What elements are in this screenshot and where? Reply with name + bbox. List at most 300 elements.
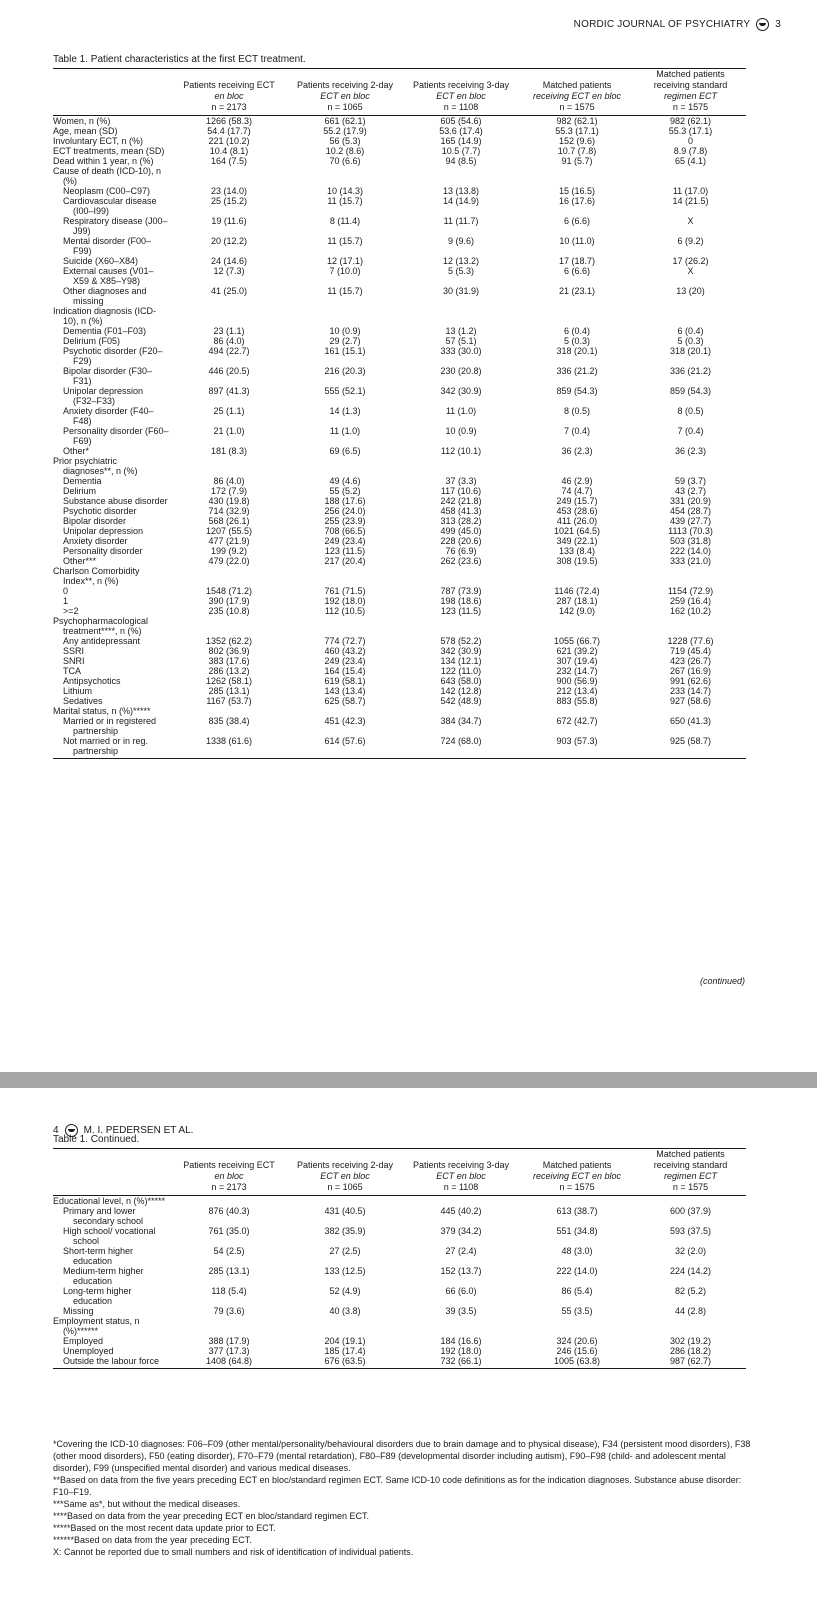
table-cell: 6 (0.4) [563,326,590,336]
column-header [519,1149,635,1196]
table-cell: 86 (4.0) [213,336,245,346]
row-label: Involuntary ECT, n (%) [53,136,144,146]
row-label: Neoplasm (C00–C97) [63,186,151,196]
table-cell: 1207 (55.5) [205,526,253,536]
table-cell [403,706,519,716]
column-header [171,1149,287,1196]
row-label: Dementia (F01–F03) [63,326,147,336]
table-cell [171,306,287,326]
table-cell [171,1316,287,1336]
table-cell: 313 (28.2) [440,516,482,526]
table-cell: 10 (11.0) [559,236,595,246]
row-label: Women, n (%) [53,116,111,126]
table-cell: 1262 (58.1) [205,676,253,686]
table-cell: 982 (62.1) [669,116,712,126]
table-cell: 233 (14.7) [669,686,712,696]
table-cell: 11 (15.7) [327,286,363,296]
table-cell [287,1196,403,1207]
table-cell: 732 (66.1) [403,1356,519,1369]
table-cell: 184 (16.6) [440,1336,482,1346]
row-label: Other diagnoses and missing [63,286,147,306]
table-caption: Table 1. Patient characteristics at the first ECT treatment. [53,54,306,65]
column-header-n: n = 2173 [211,102,247,112]
table-cell: 86 (5.4) [561,1286,593,1296]
table-cell: 331 (20.9) [669,496,712,506]
column-header-line2: regimen ECT [663,91,717,101]
table-row [53,546,746,556]
table-cell: 54.4 (17.7) [207,126,251,136]
row-label: Prior psychiatric diagnoses**, n (%) [53,456,138,476]
row-label: High school/ vocational school [63,1226,156,1246]
table-cell: 142 (12.8) [440,686,482,696]
table-cell: 324 (20.6) [556,1336,598,1346]
table-row [53,666,746,676]
table-cell: 333 (30.0) [440,346,482,356]
table-cell: 56 (5.3) [329,136,361,146]
table-cell: 555 (52.1) [324,386,366,396]
table-cell [635,306,746,326]
table-cell: 286 (13.2) [208,666,250,676]
journal-name: NORDIC JOURNAL OF PSYCHIATRY [573,19,751,30]
column-header [171,69,287,116]
table-cell: 285 (13.1) [208,686,250,696]
table-row [53,716,746,736]
column-header-line2: receiving ECT en bloc [532,91,622,101]
table-cell: 774 (72.7) [324,636,366,646]
table-cell: 1408 (64.8) [171,1356,287,1369]
column-header [287,69,403,116]
column-header-line2: ECT en bloc [320,1171,370,1181]
table-cell: 55.3 (17.1) [555,126,599,136]
table-cell: 224 (14.2) [669,1266,712,1276]
table-row [53,326,746,336]
footnote: **Based on data from the five years preceding ECT en bloc/standard regimen ECT. Same ICD-10 code definitions as for the indication diagnoses. Substance abuse disorder: F10–F19. [53,1475,742,1497]
table-cell: 859 (54.3) [556,386,598,396]
table-cell: 10.2 (8.6) [325,146,365,156]
table-cell: 383 (17.6) [208,656,250,666]
row-label: SNRI [63,656,85,666]
row-label: Age, mean (SD) [53,126,118,136]
table-cell: 12 (7.3) [213,266,245,276]
table-cell: 37 (3.3) [445,476,477,486]
table-cell [171,566,287,586]
table-row [53,486,746,496]
table-cell: 249 (15.7) [556,496,598,506]
journal-logo-icon [756,18,769,31]
table-cell [403,1316,519,1336]
column-header-line1: Patients receiving 2-day [296,80,394,90]
table-cell: 1055 (66.7) [553,636,601,646]
table-cell: 49 (4.6) [329,476,361,486]
table-cell: 336 (21.2) [669,366,712,376]
table-cell: 1146 (72.4) [554,586,600,596]
row-label: Antipsychotics [63,676,121,686]
table-cell: 614 (57.6) [287,736,403,759]
header-variable [53,1149,171,1196]
table-cell: 613 (38.7) [556,1206,598,1216]
table-cell [403,166,519,186]
table-cell: 69 (6.5) [329,446,361,456]
row-label: Unemployed [63,1346,114,1356]
table-cell: 287 (18.1) [556,596,598,606]
table-cell: 143 (13.4) [324,686,366,696]
column-header-line1: Matched patients [542,80,612,90]
column-header-line1: Patients receiving 2-day [296,1160,394,1170]
table-cell: 152 (13.7) [440,1266,482,1276]
table-cell: 342 (30.9) [440,386,482,396]
table-cell: 1548 (71.2) [205,586,253,596]
column-header-n: n = 1575 [672,102,709,112]
table-cell: 286 (18.2) [669,1346,712,1356]
table-cell: 16 (17.6) [558,196,596,206]
table-cell [287,616,403,636]
table-cell: 453 (28.6) [556,506,598,516]
table-cell: 36 (2.3) [674,446,707,456]
table-cell: 503 (31.8) [669,536,712,546]
table-cell: 32 (2.0) [674,1246,707,1256]
table-cell: 5 (5.3) [447,266,474,276]
table-cell [287,306,403,326]
table-row [53,166,746,186]
table-cell: 40 (3.8) [329,1306,361,1316]
row-label: Bipolar disorder [63,516,127,526]
row-label: Anxiety disorder [63,536,128,546]
table-row [53,1346,746,1356]
table-row [53,126,746,136]
table-cell: 30 (31.9) [442,286,480,296]
table-cell: 11 (1.0) [329,426,361,436]
table-cell: 152 (9.6) [558,136,596,146]
table-cell: X [687,266,694,276]
table-cell: 14 (1.3) [329,406,361,416]
table-cell: 112 (10.1) [440,446,482,456]
table-cell: 8.9 (7.8) [673,146,708,156]
table-cell: 48 (3.0) [561,1246,593,1256]
table-row [53,606,746,616]
table-cell: 6 (6.6) [563,216,590,226]
table-row [53,506,746,516]
table-cell: 11 (1.0) [445,406,477,416]
table-cell: 499 (45.0) [440,526,482,536]
table-cell: 897 (41.3) [208,386,250,396]
table-cell: 118 (5.4) [211,1286,247,1296]
table-cell: 162 (10.2) [669,606,712,616]
table-cell [171,166,287,186]
table-row [53,696,746,706]
column-header-n: n = 1575 [559,1182,595,1192]
table-cell [519,566,635,586]
table-row [53,1306,746,1316]
table-cell: 221 (10.2) [208,136,250,146]
table-cell: 82 (5.2) [674,1286,707,1296]
table-cell [403,616,519,636]
row-label: Dead within 1 year, n (%) [53,156,154,166]
column-header-line1: Patients receiving 3-day [412,80,510,90]
table-cell: 8 (0.5) [677,406,704,416]
table-cell: 802 (36.9) [208,646,250,656]
table-row [53,306,746,326]
table-cell: 1352 (62.2) [205,636,253,646]
table-row [53,406,746,426]
table-row [53,1206,746,1226]
patient-characteristics-table-continued [53,1148,746,1369]
table-cell: 117 (10.6) [440,486,482,496]
table-row [53,426,746,446]
row-label: Anxiety disorder (F40–F48) [63,406,154,426]
table-cell: 11 (17.0) [672,186,709,196]
table-cell: 21 (1.0) [213,426,245,436]
table-cell: 123 (11.5) [440,606,482,616]
column-header [519,69,635,116]
table-cell: 307 (19.4) [556,656,598,666]
table-cell: 27 (2.4) [445,1246,477,1256]
table-cell: 625 (58.7) [324,696,366,706]
table-row [53,516,746,526]
table-cell: 982 (62.1) [556,116,598,126]
table-cell [635,1196,746,1207]
row-label: Other* [63,446,90,456]
column-header-line1: Matched patients [542,1160,612,1170]
table-cell: 23 (1.1) [213,326,245,336]
table-cell: 1021 (64.5) [553,526,601,536]
table-cell: 13 (1.2) [445,326,477,336]
row-label: Delirium [63,486,97,496]
table-cell: 9 (9.6) [447,236,474,246]
table-cell: 55.3 (17.1) [668,126,713,136]
table-cell: 439 (27.7) [669,516,712,526]
row-label: Cardiovascular disease (I00–I99) [63,196,157,216]
table-cell: X [687,216,694,226]
table-row [53,446,746,456]
row-label: Other*** [63,556,97,566]
table-cell: 1167 (53.7) [206,696,252,706]
table-cell: 430 (19.8) [208,496,250,506]
table-row [53,1316,746,1336]
row-label: Missing [63,1306,94,1316]
table-row [53,1266,746,1286]
table-cell: 458 (41.3) [440,506,482,516]
row-label: Dementia [63,476,102,486]
table-cell: 643 (58.0) [440,676,482,686]
table-cell: 11 (15.7) [327,236,363,246]
table-cell: 619 (58.1) [324,676,366,686]
table-cell: 927 (58.6) [669,696,712,706]
table-row [53,286,746,306]
table-cell: 94 (8.5) [445,156,477,166]
table-cell: 342 (30.9) [440,646,482,656]
table-cell: 79 (3.6) [213,1306,245,1316]
table-row [53,1356,746,1369]
row-label: Primary and lower secondary school [63,1206,144,1226]
table-cell: 12 (17.1) [326,256,364,266]
table-cell: 445 (40.2) [440,1206,482,1216]
table-cell: 621 (39.2) [556,646,598,656]
column-header-n: n = 1108 [443,1182,479,1192]
table-cell [635,706,746,716]
table-cell: 39 (3.5) [445,1306,477,1316]
row-label: Marital status, n (%)***** [53,706,151,716]
table-cell: 41 (25.0) [210,286,248,296]
table-cell: 188 (17.6) [324,496,366,506]
table-row [53,476,746,486]
table-cell: 228 (20.6) [440,536,482,546]
table-cell: 55 (5.2) [329,486,361,496]
page-number-2: 4 [53,1125,59,1136]
row-label: Not married or in reg. partnership [53,736,171,759]
header-variable [53,69,171,116]
table-row [53,266,746,286]
table-cell: 59 (3.7) [674,476,707,486]
table-row [53,236,746,256]
table-cell [519,1316,635,1336]
page-number: 3 [775,19,781,30]
table-cell: 122 (11.0) [440,666,482,676]
table-cell: 987 (62.7) [635,1356,746,1369]
column-header-n: n = 2173 [211,1182,247,1192]
table-cell: 835 (38.4) [208,716,250,726]
table-cell: 204 (19.1) [324,1336,366,1346]
table-cell: 133 (12.5) [324,1266,366,1276]
row-label: Short-term higher education [63,1246,134,1266]
table-cell: 172 (7.9) [210,486,248,496]
table-cell: 719 (45.4) [669,646,712,656]
page-separator [0,1072,817,1088]
table-cell [519,616,635,636]
table-cell: 661 (62.1) [324,116,366,126]
table-cell: 714 (32.9) [208,506,250,516]
row-label: Suicide (X60–X84) [63,256,139,266]
table-cell: 379 (34.2) [440,1226,482,1236]
footnote: ***Same as*, but without the medical diseases. [53,1499,241,1509]
table-cell [287,456,403,476]
column-header-line1: Patients receiving ECT [183,80,275,90]
column-header [635,1149,746,1196]
column-header-line2: en bloc [214,1171,244,1181]
table-cell: 267 (16.9) [669,666,712,676]
table-cell: 761 (71.5) [324,586,366,596]
row-label: Charlson Comorbidity Index**, n (%) [53,566,140,586]
table-cell: 23 (14.0) [210,186,248,196]
row-label: Employment status, n (%)****** [53,1316,140,1336]
table-cell: 161 (15.1) [324,346,366,356]
table-cell: 382 (35.9) [324,1226,366,1236]
running-head [574,18,781,31]
table-cell: 217 (20.4) [324,556,366,566]
table-cell: 7 (0.4) [677,426,704,436]
column-header [403,1149,519,1196]
table-cell: 285 (13.1) [208,1266,250,1276]
table-cell: 29 (2.7) [329,336,361,346]
table-cell: 1005 (63.8) [519,1356,635,1369]
table-cell: 724 (68.0) [403,736,519,759]
table-cell: 883 (55.8) [556,696,598,706]
table-cell [635,1316,746,1336]
table-row [53,1336,746,1346]
table-cell: 199 (9.2) [210,546,248,556]
table-cell: 676 (63.5) [287,1356,403,1369]
table-cell: 192 (18.0) [440,1346,482,1356]
table-row [53,136,746,146]
column-header-line2: ECT en bloc [436,1171,486,1181]
table-cell: 377 (17.3) [208,1346,250,1356]
table-row [53,1196,746,1207]
row-label: Personality disorder [63,546,143,556]
table-cell: 17 (26.2) [672,256,709,266]
table-cell [171,616,287,636]
table-row [53,686,746,696]
table-cell: 1338 (61.6) [171,736,287,759]
row-label: Long-term higher education [63,1286,132,1306]
row-label: Cause of death (ICD-10), n (%) [53,166,162,186]
table-cell: 451 (42.3) [324,716,366,726]
continued-note: (continued) [699,976,745,986]
column-header-line1: Patients receiving 3-day [412,1160,510,1170]
table-cell: 6 (9.2) [677,236,704,246]
table-cell: 672 (42.7) [556,716,598,726]
table-cell [287,166,403,186]
row-label: Psychopharmacological treatment****, n (%) [53,616,149,636]
table-row [53,706,746,716]
row-label: Respiratory disease (J00–J99) [63,216,168,236]
column-header [287,1149,403,1196]
table-cell: 542 (48.9) [440,696,482,706]
table-cell: 454 (28.7) [669,506,712,516]
row-label: SSRI [63,646,85,656]
row-label: Personality disorder (F60–F69) [63,426,169,446]
table-cell: 431 (40.5) [324,1206,366,1216]
table-cell: 10 (14.3) [326,186,364,196]
table-row [53,596,746,606]
table-cell: 8 (11.4) [329,216,361,226]
table-cell [403,1196,519,1207]
table-cell: 1228 (77.6) [667,636,714,646]
table-cell: 1154 (72.9) [667,586,714,596]
table-cell: 262 (23.6) [440,556,482,566]
footnote: ****Based on data from the year preceding ECT en bloc/standard regimen ECT. [53,1511,370,1521]
table-cell: 390 (17.9) [208,596,250,606]
column-header [403,69,519,116]
column-header-line2: regimen ECT [663,1171,717,1181]
table-row [53,1246,746,1266]
row-label: Psychotic disorder (F20–F29) [63,346,163,366]
table-cell: 230 (20.8) [440,366,482,376]
table-cell [519,166,635,186]
table-cell: 578 (52.2) [440,636,482,646]
row-label: Any antidepressant [63,636,141,646]
table-cell: 318 (20.1) [669,346,712,356]
table-cell: 551 (34.8) [556,1226,598,1236]
table-cell: 308 (19.5) [556,556,598,566]
table-row [53,676,746,686]
table-cell: 593 (37.5) [669,1226,712,1236]
column-header-line1: Matched patients receiving standard [653,1149,728,1170]
table-cell: 10.5 (7.7) [441,146,481,156]
table-cell: 903 (57.3) [519,736,635,759]
table-cell: 249 (23.4) [324,536,366,546]
table-cell: 14 (14.9) [442,196,480,206]
column-header-n: n = 1575 [672,1182,709,1192]
table-cell [287,1316,403,1336]
row-label: 0 [63,586,69,596]
table-cell [519,456,635,476]
row-label: TCA [63,666,81,676]
table-cell: 349 (22.1) [556,536,598,546]
table-cell: 8 (0.5) [563,406,590,416]
table-cell: 53.6 (17.4) [439,126,483,136]
table-cell [403,456,519,476]
table-row [53,566,746,586]
row-label: ECT treatments, mean (SD) [53,146,165,156]
